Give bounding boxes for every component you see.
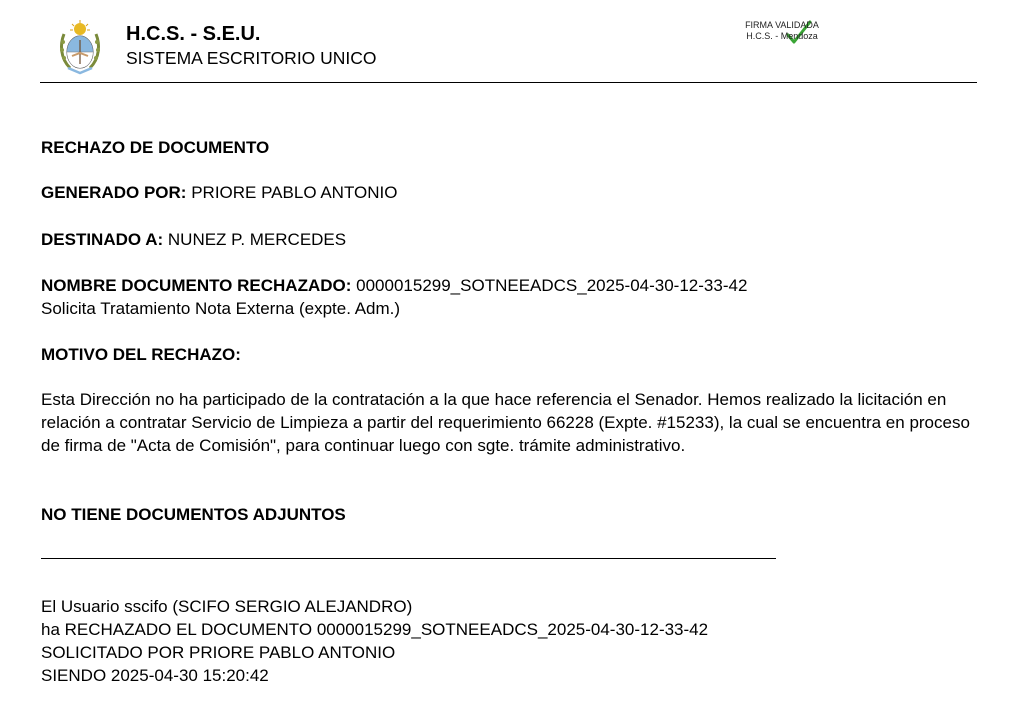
footer-line-requested: SOLICITADO POR PRIORE PABLO ANTONIO — [41, 643, 396, 662]
nombre-documento-value: 0000015299_SOTNEEADCS_2025-04-30-12-33-42 — [356, 276, 748, 295]
adjuntos-field — [41, 503, 346, 526]
nombre-documento-field — [41, 274, 747, 297]
adjuntos-label: NO TIENE DOCUMENTOS ADJUNTOS — [41, 505, 346, 524]
stamp-line-1: FIRMA VALIDADA — [745, 20, 819, 30]
generado-por-label: GENERADO POR: — [41, 183, 187, 202]
destinado-a-label: DESTINADO A: — [41, 230, 164, 249]
document-header — [0, 0, 1015, 84]
rejection-footer — [41, 595, 708, 687]
footer-line-action: ha RECHAZADO EL DOCUMENTO 0000015299_SOTNEEADCS_2025-04-30-12-33-42 — [41, 620, 709, 639]
document-title: RECHAZO DE DOCUMENTO — [41, 138, 270, 157]
motivo-field — [41, 343, 241, 366]
nombre-documento-label: NOMBRE DOCUMENTO RECHAZADO: — [41, 276, 352, 295]
footer-separator — [41, 558, 776, 559]
footer-line-user: El Usuario sscifo (SCIFO SERGIO ALEJANDRO) — [41, 597, 413, 616]
destinado-a-field — [41, 228, 346, 251]
header-divider — [40, 82, 977, 83]
generado-por-value: PRIORE PABLO ANTONIO — [191, 183, 398, 202]
generado-por-field — [41, 181, 397, 204]
motivo-label: MOTIVO DEL RECHAZO: — [41, 345, 241, 364]
nombre-documento-description: Solicita Tratamiento Nota Externa (expte. Adm.) — [41, 299, 401, 318]
motivo-text: Esta Dirección no ha participado de la contratación a la que hace referencia el Senador. Hemos realizado la licitación en relación a contratar Servicio de Limpieza a partir del requerimiento 66228 (Expte. #15233), la cual se encuentra en proceso de firma de "Acta de Comisión", para continuar luego con sgte. trámite administrativo. — [41, 390, 970, 455]
org-subtitle: SISTEMA ESCRITORIO UNICO — [126, 48, 377, 68]
destinado-a-value: NUNEZ P. MERCEDES — [167, 230, 347, 249]
stamp-line-2: H.C.S. - Mendoza — [746, 31, 818, 41]
org-title: H.C.S. - S.E.U. — [126, 23, 261, 45]
coat-of-arms-icon — [58, 20, 102, 76]
footer-line-timestamp: SIENDO 2025-04-30 15:20:42 — [41, 666, 269, 685]
signature-validated-stamp — [732, 20, 832, 50]
